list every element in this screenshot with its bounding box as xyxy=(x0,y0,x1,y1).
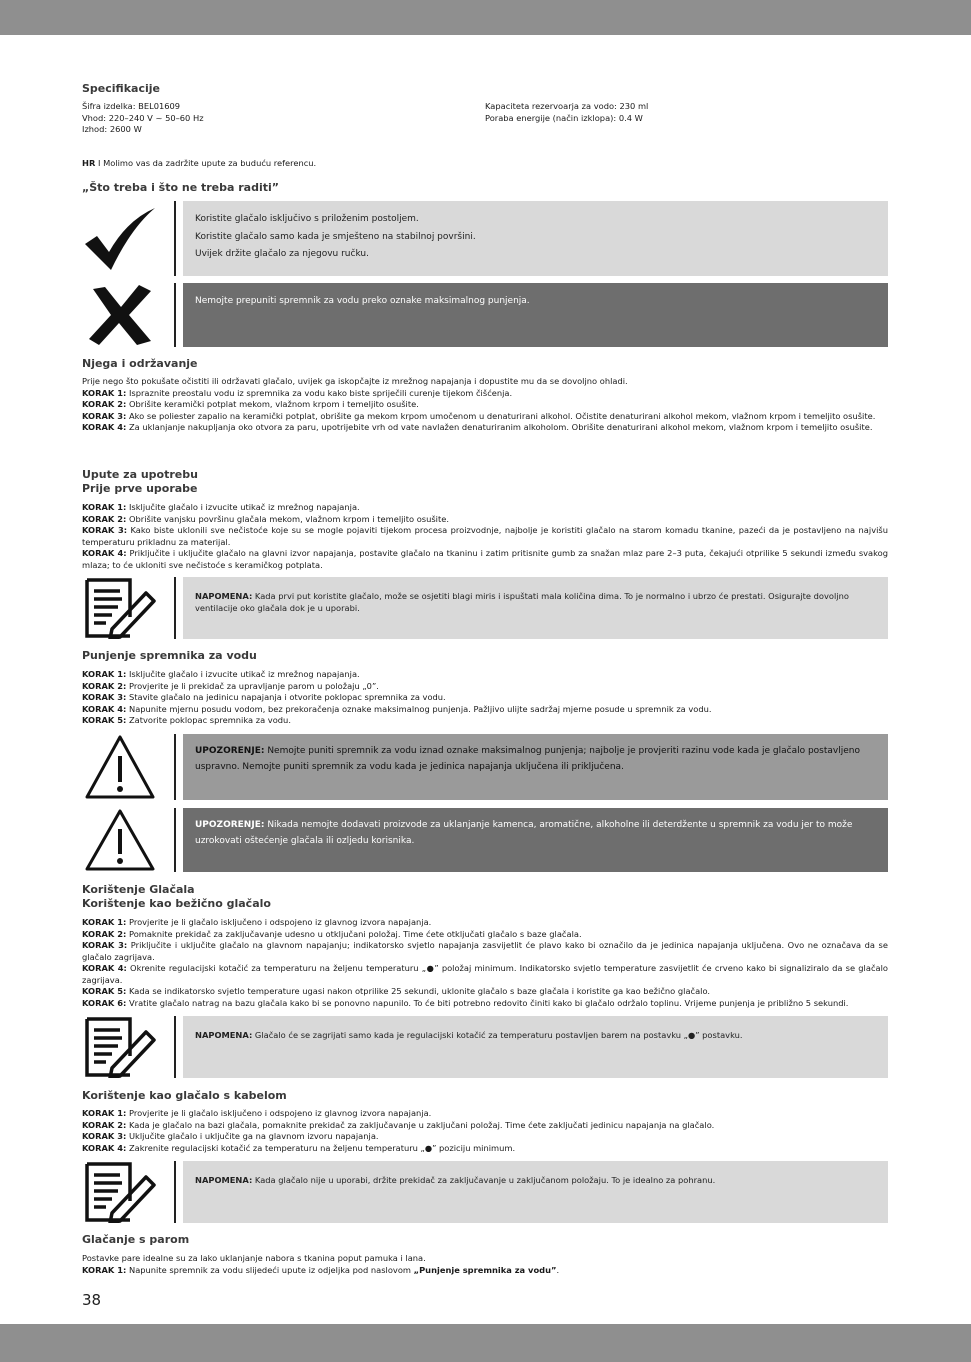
specs-heading: Specifikacije xyxy=(82,82,160,95)
care-section xyxy=(82,357,888,434)
step-line xyxy=(82,704,888,716)
corded-heading: Korištenje kao glačalo s kabelom xyxy=(82,1089,287,1102)
divider xyxy=(174,734,176,800)
steam-intro: Postavke pare idealne su za lako uklanjanje nabora s tkanina poput pamuka i lana. xyxy=(82,1253,426,1263)
step-label: KORAK 4: xyxy=(82,422,127,432)
step-label: KORAK 1: xyxy=(82,1264,127,1275)
step-text: Ispraznite preostalu vodu iz spremnika za vodu kako biste spriječili curenje tijekom čišćenja. xyxy=(126,387,513,398)
step-text: Okrenite regulacijski kotačić za temperaturu na željenu temperaturu „●” položaj minimum. Indikatorsko svjetlo temperature zasvijetlit će crveno kako bi signaliziralo da se glačalo zagrijava. xyxy=(82,963,888,985)
note-box-1 xyxy=(183,577,888,639)
note-label: NAPOMENA: xyxy=(195,591,253,601)
step-text: Napunite mjernu posudu vodom, bez prekoračenja oznake maksimalnog punjenja. Pažljivo ulijte sadržaj mjerne posude u spremnik za vodu. xyxy=(126,703,712,714)
note-row-2 xyxy=(82,1016,888,1078)
step-label: KORAK 1: xyxy=(82,669,127,679)
warning-text: Nikada nemojte dodavati proizvode za uklanjanje kamenca, aromatične, alkoholne ili deterdžente u spremnik za vodu jer to može uzrokovati oštećenje glačala ili ozljedu korisnika. xyxy=(195,820,853,846)
warning-label: UPOZORENJE: xyxy=(195,820,265,830)
step-text: Vratite glačalo natrag na bazu glačala kako bi se ponovno napunilo. To će biti potrebno redovito činiti kako bi glačalo održalo toplinu. Vrijeme punjenja je približno 5 sekundi. xyxy=(126,997,849,1008)
step-end: . xyxy=(556,1264,560,1275)
do-row xyxy=(82,201,888,276)
step-line xyxy=(82,715,888,727)
note-icon xyxy=(82,1161,157,1223)
cordless-section xyxy=(82,883,888,1009)
cordless-steps xyxy=(82,917,888,1009)
step-text: Zatvorite poklopac spremnika za vodu. xyxy=(126,715,291,725)
fill-section xyxy=(82,649,888,727)
cordless-heading: Korištenje kao bežično glačalo xyxy=(82,897,271,910)
warning-row-1 xyxy=(82,734,888,800)
step-line xyxy=(82,998,888,1010)
spec-item: Šifra izdelka: BEL01609 xyxy=(82,101,181,111)
note-icon xyxy=(82,1016,157,1078)
step-text: Obrišite vanjsku površinu glačala mekom, vlažnom krpom i temeljito osušite. xyxy=(126,513,449,524)
spec-item: Kapaciteta rezervoarja za vodo: 230 ml xyxy=(485,101,649,111)
note-text: Glačalo će se zagrijati samo kada je regulacijski kotačić za temperaturu postavljen barem na postavku „●” postavku. xyxy=(252,1030,743,1040)
warning-box-1 xyxy=(183,734,888,800)
step-text: Za uklanjanje nakupljanja oko otvora za paru, upotrijebite vrh od vate navlažen denaturiranim alkoholom. Obrišite denaturirani alkohol mekom, vlažnom krpom i temeljito osušite. xyxy=(126,422,873,432)
care-heading: Njega i održavanje xyxy=(82,357,198,370)
step-line xyxy=(82,1143,888,1155)
step-text: Zakrenite regulacijski kotačić za temperaturu na željenu temperaturu „●” poziciju minimum. xyxy=(126,1142,516,1153)
step-line xyxy=(82,1131,888,1143)
divider xyxy=(174,577,176,639)
step-line xyxy=(82,388,888,400)
step-text: Provjerite je li prekidač za upravljanje parom u položaju „0”. xyxy=(126,680,379,691)
dos-heading-text: „Što treba i što ne treba raditi” xyxy=(82,181,280,194)
step-line xyxy=(82,1108,888,1120)
step-label: KORAK 2: xyxy=(82,1119,127,1130)
spec-item: Poraba energije (način izklopa): 0.4 W xyxy=(485,112,643,123)
step-line xyxy=(82,502,888,514)
step-text: Pomaknite prekidač za zaključavanje udesno u otključani položaj. Time ćete otključati glačalo s baze glačala. xyxy=(126,928,582,939)
note-icon xyxy=(82,577,157,639)
step-label: KORAK 2: xyxy=(82,928,127,939)
warning-icon xyxy=(82,734,157,800)
warning-icon xyxy=(82,808,157,872)
step-label: KORAK 3: xyxy=(82,1131,127,1141)
warning-text: Nemojte puniti spremnik za vodu iznad oznake maksimalnog punjenja; najbolje je provjeriti razinu vode kada je glačalo postavljeno uspravno. Nemojte puniti spremnik za vodu kada je jedinica napajanja uključena ili priključena. xyxy=(195,746,860,772)
warning-label: UPOZORENJE: xyxy=(195,746,265,756)
step-label: KORAK 1: xyxy=(82,1108,127,1118)
step-label: KORAK 3: xyxy=(82,525,128,535)
warning-box-2 xyxy=(183,808,888,872)
checkmark-icon xyxy=(82,201,157,276)
step-text: Isključite glačalo i izvucite utikač iz mrežnog napajanja. xyxy=(126,669,360,679)
intro-line xyxy=(82,158,888,170)
dont-text: Nemojte prepuniti spremnik za vodu preko oznake maksimalnog punjenja. xyxy=(195,296,530,306)
steam-heading: Glačanje s parom xyxy=(82,1233,190,1246)
note-box-3 xyxy=(183,1161,888,1223)
step-line xyxy=(82,940,888,963)
step-label: KORAK 2: xyxy=(82,680,127,691)
divider xyxy=(174,201,176,276)
usage-section xyxy=(82,468,888,571)
step-line xyxy=(82,681,888,693)
step-text: Kada je glačalo na bazi glačala, pomaknite prekidač za zaključavanje u zaključani položaj. Time ćete zaključati jedinicu napajanja na glačalo. xyxy=(126,1119,715,1130)
do-box xyxy=(183,201,888,276)
step-line xyxy=(82,399,888,411)
step-text: Ako se poliester zapalio na keramički potplat, obrišite ga mekom krpom umočenom u denaturirani alkohol. Očistite denaturirani alkohol mekom, vlažnom krpom i temeljito osušite. xyxy=(126,410,876,421)
step-text: Stavite glačalo na jedinicu napajanja i otvorite poklopac spremnika za vodu. xyxy=(126,692,446,702)
step-line xyxy=(82,1120,888,1132)
corded-section xyxy=(82,1089,888,1154)
bottom-band xyxy=(0,1324,971,1362)
dont-box xyxy=(183,283,888,347)
step-label: KORAK 4: xyxy=(82,703,127,714)
note-label: NAPOMENA: xyxy=(195,1175,253,1185)
steam-section xyxy=(82,1233,888,1276)
step-text: Kada se indikatorsko svjetlo temperature ugasi nakon otprilike 25 sekundi, uklonite glačalo s baze glačala i koristite ga kao bežično glačalo. xyxy=(126,986,711,996)
specs-section xyxy=(82,82,888,136)
step-line xyxy=(82,422,888,434)
steam-step-1 xyxy=(82,1265,888,1277)
first-use-heading: Prije prve uporabe xyxy=(82,482,198,495)
usage-heading: Upute za upotrebu xyxy=(82,468,198,481)
care-intro: Prije nego što pokušate očistiti ili održavati glačalo, uvijek ga iskopčajte iz mrežnog napajanja i dopustite mu da se dovoljno ohladi. xyxy=(82,376,628,386)
step-text: Provjerite je li glačalo isključeno i odspojeno iz glavnog izvora napajanja. xyxy=(126,1108,432,1118)
corded-steps xyxy=(82,1108,888,1154)
step-label: KORAK 3: xyxy=(82,692,127,702)
step-text: Priključite i uključite glačalo na glavni izvor napajanja, postavite glačalo na tkaninu i zatim pritisnite gumb za snažan mlaz pare 2–3 puta, čekajući otprilike 5 sekundi između svakog mlaza; to će ukloniti sve nečistoće s keramičkog potplata. xyxy=(82,548,888,570)
step-label: KORAK 5: xyxy=(82,986,127,996)
cross-icon xyxy=(82,283,157,347)
note-text: Kada prvi put koristite glačalo, može se osjetiti blagi miris i ispuštati mala količina dima. To je normalno i ubrzo će prestati. Osigurajte dovoljno ventilacije oko glačala dok je u uporabi. xyxy=(195,591,849,613)
intro-text: I Molimo vas da zadržite upute za buduću referencu. xyxy=(95,158,317,168)
step-label: KORAK 3: xyxy=(82,940,128,950)
step-label: KORAK 4: xyxy=(82,963,127,973)
specs-left xyxy=(82,101,485,136)
language-code: HR xyxy=(82,158,96,168)
divider xyxy=(174,808,176,872)
step-label: KORAK 4: xyxy=(82,1142,127,1153)
step-text: Isključite glačalo i izvucite utikač iz mrežnog napajanja. xyxy=(126,502,360,512)
using-iron-heading: Korištenje Glačala xyxy=(82,883,195,896)
step-line xyxy=(82,963,888,986)
step-label: KORAK 3: xyxy=(82,410,127,421)
dont-row xyxy=(82,283,888,347)
usage-steps xyxy=(82,502,888,571)
step-line xyxy=(82,986,888,998)
spec-item: Izhod: 2600 W xyxy=(82,124,142,134)
step-text: Napunite spremnik za vodu slijedeći upute iz odjeljka pod naslovom xyxy=(126,1264,414,1275)
divider xyxy=(174,1016,176,1078)
warning-row-2 xyxy=(82,808,888,872)
step-reference: „Punjenje spremnika za vodu” xyxy=(413,1264,557,1275)
step-label: KORAK 1: xyxy=(82,502,127,512)
step-line xyxy=(82,514,888,526)
note-box-2 xyxy=(183,1016,888,1078)
do-item: Koristite glačalo isključivo s priloženim postoljem. xyxy=(195,214,419,224)
step-line xyxy=(82,669,888,681)
note-text: Kada glačalo nije u uporabi, držite prekidač za zaključavanje u zaključanom položaju. To je idealno za pohranu. xyxy=(252,1175,716,1185)
divider xyxy=(174,1161,176,1223)
specs-right xyxy=(485,101,888,136)
note-label: NAPOMENA: xyxy=(195,1030,253,1040)
step-line xyxy=(82,548,888,571)
step-line xyxy=(82,411,888,423)
top-band xyxy=(0,0,971,35)
step-label: KORAK 2: xyxy=(82,399,127,409)
page-number: 38 xyxy=(82,1291,102,1309)
step-text: Kako biste uklonili sve nečistoće koje su se mogle pojaviti tijekom procesa proizvodnje, najbolje je koristiti glačalo na starom komadu tkanine, pazeći da je postavljeno na najvišu temperaturu prikladnu za materijal. xyxy=(82,525,888,547)
step-text: Obrišite keramički potplat mekom, vlažnom krpom i temeljito osušite. xyxy=(126,399,419,409)
fill-heading: Punjenje spremnika za vodu xyxy=(82,649,257,662)
spec-item: Vhod: 220–240 V ~ 50–60 Hz xyxy=(82,112,204,123)
step-label: KORAK 5: xyxy=(82,715,127,725)
step-line xyxy=(82,525,888,548)
step-text: Provjerite je li glačalo isključeno i odspojeno iz glavnog izvora napajanja. xyxy=(126,917,432,927)
step-line xyxy=(82,917,888,929)
step-label: KORAK 1: xyxy=(82,387,127,398)
step-label: KORAK 1: xyxy=(82,917,127,927)
divider xyxy=(174,283,176,347)
step-label: KORAK 4: xyxy=(82,548,127,558)
step-label: KORAK 6: xyxy=(82,997,127,1008)
step-line xyxy=(82,929,888,941)
step-text: Priključite i uključite glačalo na glavnom napajanju; indikatorsko svjetlo napajanja zasvijetlit će plavo kako bi označilo da je jedinica napajanja uključena. Ovo ne označava da se glačalo zagrijava. xyxy=(82,940,888,962)
step-text: Uključite glačalo i uključite ga na glavnom izvoru napajanja. xyxy=(126,1131,379,1141)
do-item: Uvijek držite glačalo za njegovu ručku. xyxy=(195,249,369,259)
note-row-3 xyxy=(82,1161,888,1223)
note-row-1 xyxy=(82,577,888,639)
do-item: Koristite glačalo samo kada je smješteno na stabilnoj površini. xyxy=(195,231,476,242)
dos-heading xyxy=(82,181,279,195)
care-steps xyxy=(82,388,888,434)
step-line xyxy=(82,692,888,704)
fill-steps xyxy=(82,669,888,727)
step-label: KORAK 2: xyxy=(82,513,127,524)
